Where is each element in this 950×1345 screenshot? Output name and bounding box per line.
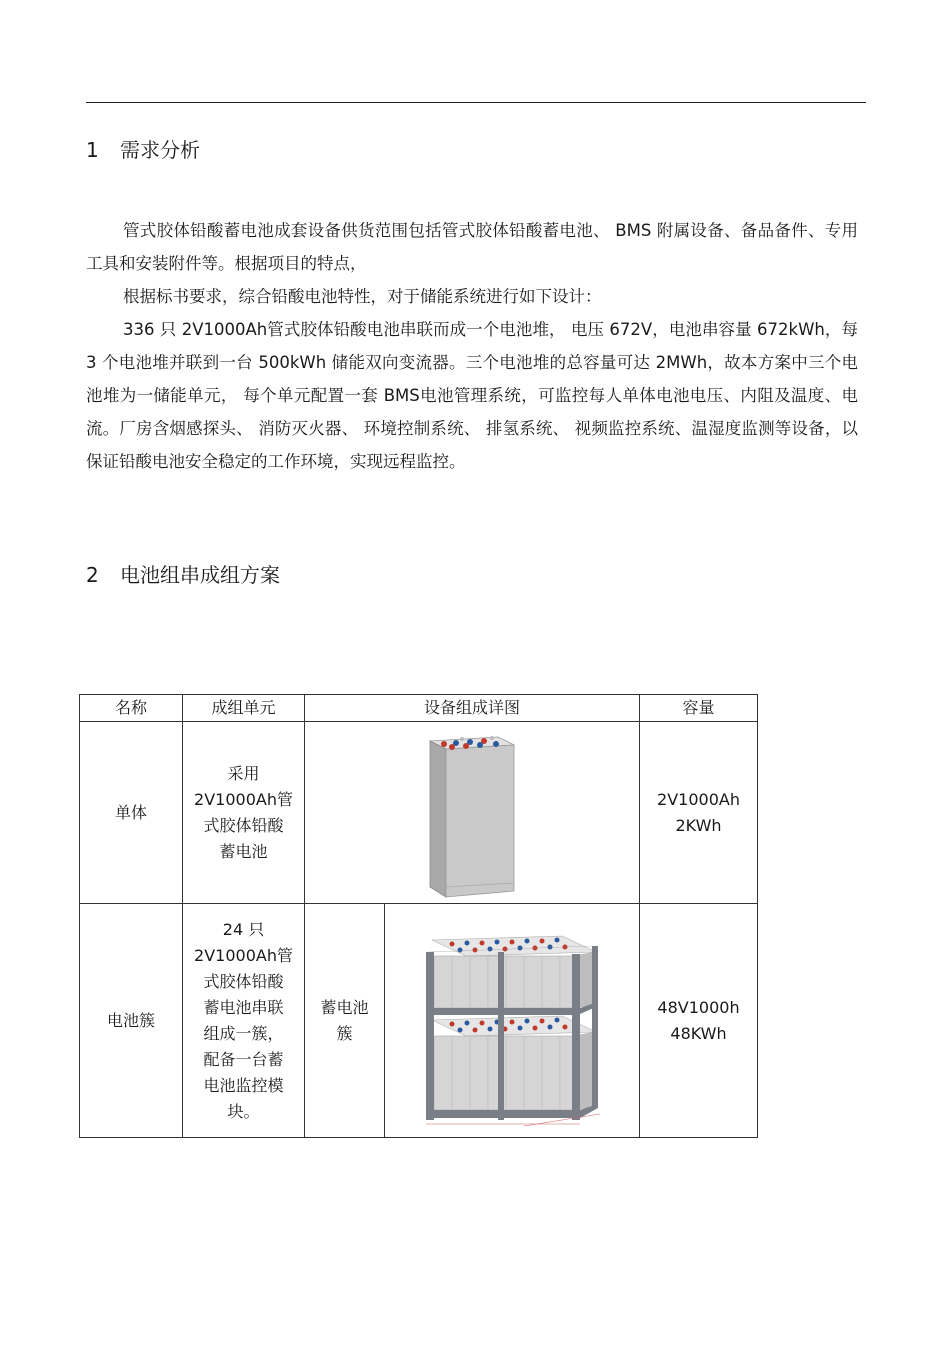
header-detail: 设备组成详图: [305, 695, 640, 722]
table-row: [80, 722, 758, 904]
row-capacity: [640, 722, 758, 904]
unit-line: 配备一台蓄: [203, 1049, 284, 1069]
unit-line: 24 只: [222, 919, 265, 939]
section-1-body: [86, 214, 858, 478]
unit-line: 式胶体铅酸: [203, 971, 284, 991]
section-1-heading: [86, 134, 200, 163]
row-name: 电池簇: [80, 904, 183, 1138]
unit-line: 电池监控模: [203, 1075, 284, 1095]
header-capacity: 容量: [640, 695, 758, 722]
section-1-title: 需求分析: [120, 138, 200, 162]
battery-rack-image: [385, 904, 640, 1138]
unit-line: 块。: [227, 1101, 260, 1121]
battery-spec-table: [79, 694, 758, 1138]
section-2-title: 电池组串成组方案: [120, 563, 280, 587]
unit-line: 2V1000Ah管: [194, 945, 293, 965]
paragraph: 管式胶体铅酸蓄电池成套设备供货范围包括管式胶体铅酸蓄电池、 BMS 附属设备、备品备件、专用工具和安装附件等。根据项目的特点，: [86, 221, 858, 273]
sub-label-line: 簇: [336, 1023, 353, 1043]
row-sub-label: [305, 904, 385, 1138]
capacity-line: 48KWh: [670, 1023, 727, 1043]
unit-line: 蓄电池: [219, 841, 268, 861]
battery-cell-icon: [422, 727, 522, 899]
sub-label-line: 蓄电池: [320, 997, 369, 1017]
single-cell-image: [305, 722, 640, 904]
header-unit: 成组单元: [183, 695, 305, 722]
row-unit: [183, 904, 305, 1138]
section-2-number: 2: [86, 563, 99, 587]
section-2-heading: [86, 559, 280, 588]
table-row: [80, 904, 758, 1138]
battery-rack-icon: [412, 910, 612, 1132]
row-unit: [183, 722, 305, 904]
unit-line: 蓄电池串联: [203, 997, 284, 1017]
top-rule: [86, 102, 866, 103]
capacity-line: 2V1000Ah: [657, 789, 740, 809]
row-name: 单体: [80, 722, 183, 904]
paragraph: 336 只 2V1000Ah管式胶体铅酸电池串联而成一个电池堆， 电压 672V，电池串容量 672kWh，每 3 个电池堆并联到一台 500kWh 储能双向变流器。三个电池堆的总容量可达 2MWh，故本方案中三个电池堆为一储能单元， 每个单元配置一套 BMS电池管理系统，可监控每人单体电池电压、内阻及温度、电流。厂房含烟感探头、 消防灭火器、 环境控制系统、 排氢系统、 视频监控系统、温湿度监测等设备，以保证铅酸电池安全稳定的工作环境，实现远程监控。: [86, 320, 858, 471]
table-header-row: [80, 695, 758, 722]
header-name: 名称: [80, 695, 183, 722]
row-capacity: [640, 904, 758, 1138]
capacity-line: 2KWh: [675, 815, 722, 835]
unit-line: 组成一簇，: [203, 1023, 284, 1043]
capacity-line: 48V1000h: [657, 997, 740, 1017]
unit-line: 2V1000Ah管: [194, 789, 293, 809]
unit-line: 式胶体铅酸: [203, 815, 284, 835]
section-1-number: 1: [86, 138, 99, 162]
unit-line: 采用: [227, 763, 260, 783]
lower-tier-cells: [432, 1016, 596, 1110]
paragraph: 根据标书要求，综合铅酸电池特性，对于储能系统进行如下设计：: [123, 287, 602, 306]
